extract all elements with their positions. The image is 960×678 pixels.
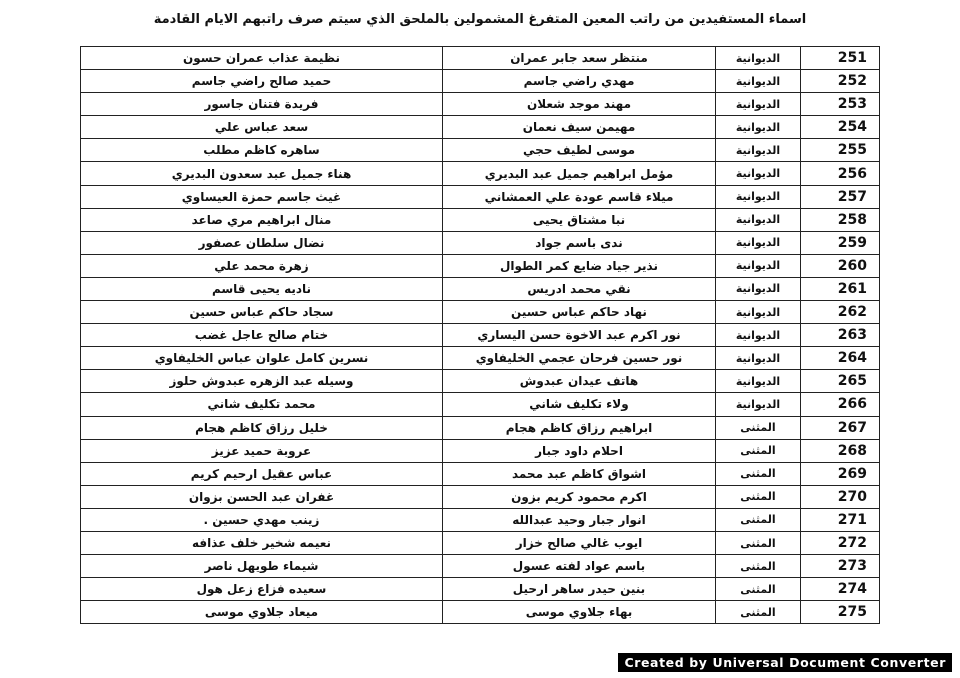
row-number: 259 [801, 231, 880, 254]
second-name-cell: حميد صالح راضي جاسم [81, 70, 443, 93]
table-row [81, 208, 880, 231]
governorate-cell: المثنى [716, 439, 801, 462]
second-name-cell: سعيده فزاع زعل هول [81, 578, 443, 601]
beneficiary-name-cell: نقي محمد ادريس [443, 277, 716, 300]
row-number: 271 [801, 508, 880, 531]
row-number: 272 [801, 531, 880, 554]
beneficiary-name-cell: نذير جياد ضايع كمر الطوال [443, 254, 716, 277]
beneficiary-name-cell: باسم عواد لفته عسول [443, 555, 716, 578]
table-row [81, 601, 880, 624]
table-row [81, 416, 880, 439]
table-row [81, 508, 880, 531]
governorate-cell: المثنى [716, 416, 801, 439]
table-row [81, 93, 880, 116]
table-row [81, 462, 880, 485]
second-name-cell: وسيله عبد الزهره عبدوش حلوز [81, 370, 443, 393]
table-row [81, 485, 880, 508]
beneficiary-name-cell: بهاء جلاوي موسى [443, 601, 716, 624]
governorate-cell: المثنى [716, 485, 801, 508]
beneficiary-name-cell: نبا مشتاق يحيى [443, 208, 716, 231]
table-row [81, 277, 880, 300]
governorate-cell: الديوانية [716, 254, 801, 277]
table-row [81, 185, 880, 208]
governorate-cell: الديوانية [716, 324, 801, 347]
table-row [81, 47, 880, 70]
table-row [81, 531, 880, 554]
second-name-cell: نظيمة عذاب عمران حسون [81, 47, 443, 70]
beneficiary-name-cell: نهاد حاكم عباس حسين [443, 301, 716, 324]
beneficiary-name-cell: مؤمل ابراهيم جميل عبد البديري [443, 162, 716, 185]
second-name-cell: نضال سلطان عصفور [81, 231, 443, 254]
table-row [81, 116, 880, 139]
table-row [81, 370, 880, 393]
second-name-cell: غيث جاسم حمزة العيساوي [81, 185, 443, 208]
beneficiary-name-cell: ندى باسم جواد [443, 231, 716, 254]
second-name-cell: عروبة حميد عزيز [81, 439, 443, 462]
beneficiary-name-cell: مهدي راضي جاسم [443, 70, 716, 93]
second-name-cell: هناء جميل عبد سعدون البديري [81, 162, 443, 185]
table-row [81, 70, 880, 93]
governorate-cell: الديوانية [716, 208, 801, 231]
governorate-cell: الديوانية [716, 301, 801, 324]
row-number: 251 [801, 47, 880, 70]
second-name-cell: ساهره كاظم مطلب [81, 139, 443, 162]
beneficiary-name-cell: هاتف عيدان عبدوش [443, 370, 716, 393]
governorate-cell: الديوانية [716, 47, 801, 70]
beneficiary-name-cell: مهند موجد شعلان [443, 93, 716, 116]
table-row [81, 347, 880, 370]
table-row [81, 254, 880, 277]
table-row [81, 231, 880, 254]
governorate-cell: الديوانية [716, 231, 801, 254]
governorate-cell: الديوانية [716, 139, 801, 162]
governorate-cell: المثنى [716, 555, 801, 578]
table-body [81, 47, 880, 624]
governorate-cell: الديوانية [716, 116, 801, 139]
governorate-cell: المثنى [716, 578, 801, 601]
row-number: 269 [801, 462, 880, 485]
governorate-cell: الديوانية [716, 277, 801, 300]
second-name-cell: ناديه يحيى قاسم [81, 277, 443, 300]
converter-watermark: Created by Universal Document Converter [618, 653, 952, 672]
row-number: 268 [801, 439, 880, 462]
row-number: 266 [801, 393, 880, 416]
second-name-cell: غفران عبد الحسن بزوان [81, 485, 443, 508]
table-row [81, 139, 880, 162]
second-name-cell: خليل رزاق كاظم هجام [81, 416, 443, 439]
beneficiaries-table [80, 46, 880, 624]
beneficiary-name-cell: ايوب غالي صالح خزار [443, 531, 716, 554]
row-number: 264 [801, 347, 880, 370]
beneficiary-name-cell: نور حسين فرحان عجمي الخليفاوي [443, 347, 716, 370]
table-row [81, 578, 880, 601]
beneficiary-name-cell: ابراهيم رزاق كاظم هجام [443, 416, 716, 439]
beneficiary-name-cell: اكرم محمود كريم بزون [443, 485, 716, 508]
second-name-cell: نسرين كامل علوان عباس الخليفاوي [81, 347, 443, 370]
second-name-cell: نعيمه شخير خلف عذافه [81, 531, 443, 554]
second-name-cell: ميعاد جلاوي موسى [81, 601, 443, 624]
second-name-cell: ختام صالح عاجل غضب [81, 324, 443, 347]
second-name-cell: عباس عقيل ارحيم كريم [81, 462, 443, 485]
row-number: 256 [801, 162, 880, 185]
table-row [81, 555, 880, 578]
second-name-cell: زينب مهدي حسين . [81, 508, 443, 531]
beneficiary-name-cell: بنين حيدر ساهر ارحيل [443, 578, 716, 601]
row-number: 263 [801, 324, 880, 347]
beneficiary-name-cell: انوار جبار وحيد عبدالله [443, 508, 716, 531]
second-name-cell: شيماء طويهل ناصر [81, 555, 443, 578]
row-number: 258 [801, 208, 880, 231]
row-number: 274 [801, 578, 880, 601]
governorate-cell: الديوانية [716, 70, 801, 93]
beneficiary-name-cell: اشواق كاظم عبد محمد [443, 462, 716, 485]
row-number: 273 [801, 555, 880, 578]
row-number: 254 [801, 116, 880, 139]
row-number: 270 [801, 485, 880, 508]
governorate-cell: الديوانية [716, 370, 801, 393]
beneficiary-name-cell: منتظر سعد جابر عمران [443, 47, 716, 70]
row-number: 257 [801, 185, 880, 208]
second-name-cell: سجاد حاكم عباس حسين [81, 301, 443, 324]
governorate-cell: المثنى [716, 462, 801, 485]
row-number: 275 [801, 601, 880, 624]
row-number: 265 [801, 370, 880, 393]
governorate-cell: الديوانية [716, 393, 801, 416]
governorate-cell: الديوانية [716, 185, 801, 208]
beneficiary-name-cell: ميلاء قاسم عودة علي العمشاني [443, 185, 716, 208]
row-number: 255 [801, 139, 880, 162]
beneficiary-name-cell: احلام داود جبار [443, 439, 716, 462]
row-number: 252 [801, 70, 880, 93]
second-name-cell: محمد تكليف شاني [81, 393, 443, 416]
row-number: 260 [801, 254, 880, 277]
beneficiary-name-cell: موسى لطيف حجي [443, 139, 716, 162]
governorate-cell: الديوانية [716, 347, 801, 370]
governorate-cell: الديوانية [716, 93, 801, 116]
table-row [81, 301, 880, 324]
governorate-cell: المثنى [716, 531, 801, 554]
table-row [81, 439, 880, 462]
table-row [81, 162, 880, 185]
table-row [81, 324, 880, 347]
beneficiary-name-cell: نور اكرم عبد الاخوة حسن اليساري [443, 324, 716, 347]
row-number: 267 [801, 416, 880, 439]
beneficiary-name-cell: مهيمن سيف نعمان [443, 116, 716, 139]
beneficiary-name-cell: ولاء تكليف شاني [443, 393, 716, 416]
row-number: 262 [801, 301, 880, 324]
governorate-cell: الديوانية [716, 162, 801, 185]
second-name-cell: سعد عباس علي [81, 116, 443, 139]
table-row [81, 393, 880, 416]
row-number: 253 [801, 93, 880, 116]
second-name-cell: فريدة فتنان جاسور [81, 93, 443, 116]
second-name-cell: زهرة محمد علي [81, 254, 443, 277]
second-name-cell: منال ابراهيم مري صاعد [81, 208, 443, 231]
row-number: 261 [801, 277, 880, 300]
governorate-cell: المثنى [716, 601, 801, 624]
document-title: اسماء المستفيدين من راتب المعين المتفرغ المشمولين بالملحق الذي سيتم صرف راتبهم الايام القادمة [153, 12, 807, 27]
governorate-cell: المثنى [716, 508, 801, 531]
